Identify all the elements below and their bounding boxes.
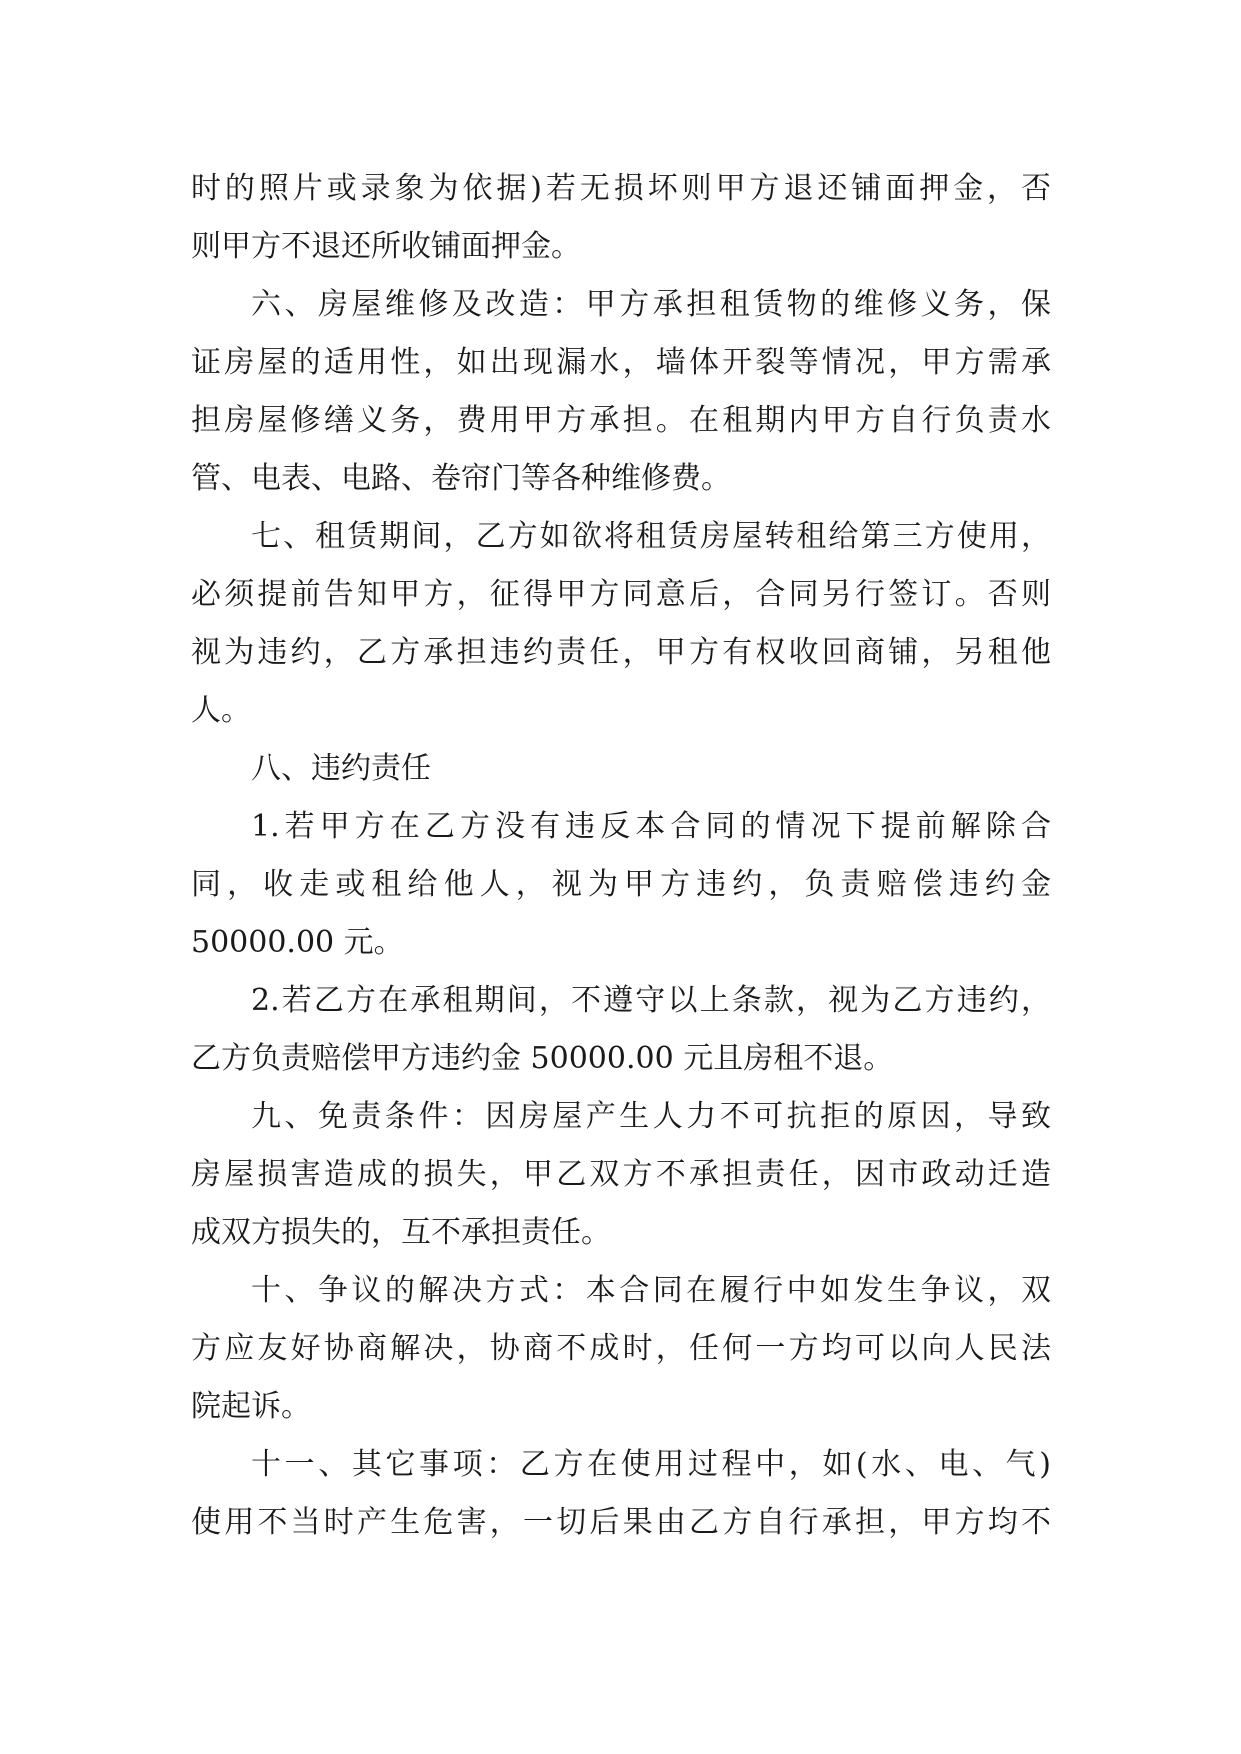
text-line: 同，收走或租给他人，视为甲方违约，负责赔偿违约金	[191, 867, 1051, 902]
text-line: 视为违约，乙方承担违约责任，甲方有权收回商铺，另租他	[191, 635, 1051, 670]
paragraph-heading-line: 六、房屋维修及改造：甲方承担租赁物的维修义务，保	[251, 287, 1051, 322]
text-line: 人。	[191, 693, 251, 728]
text-line: 院起诉。	[191, 1389, 311, 1424]
text-line: 50000.00 元。	[191, 925, 404, 960]
list-item-line: 2.若乙方在承租期间，不遵守以上条款，视为乙方违约，	[251, 983, 1051, 1018]
text-line: 担房屋修缮义务，费用甲方承担。在租期内甲方自行负责水	[191, 403, 1051, 438]
text-line: 时的照片或录象为依据)若无损坏则甲方退还铺面押金，否	[191, 171, 1051, 206]
text-line: 证房屋的适用性，如出现漏水，墙体开裂等情况，甲方需承	[191, 345, 1051, 380]
paragraph-heading-line: 七、租赁期间，乙方如欲将租赁房屋转租给第三方使用，	[251, 519, 1051, 554]
list-item-line: 1.若甲方在乙方没有违反本合同的情况下提前解除合	[251, 809, 1051, 844]
text-line: 成双方损失的，互不承担责任。	[191, 1215, 611, 1250]
text-line: 使用不当时产生危害，一切后果由乙方自行承担，甲方均不	[191, 1505, 1051, 1540]
text-line: 管、电表、电路、卷帘门等各种维修费。	[191, 461, 731, 496]
paragraph-heading-line: 十、争议的解决方式：本合同在履行中如发生争议，双	[251, 1273, 1051, 1308]
text-line: 房屋损害造成的损失，甲乙双方不承担责任，因市政动迁造	[191, 1157, 1051, 1192]
paragraph-heading-line: 十一、其它事项：乙方在使用过程中，如(水、电、气)	[251, 1447, 1051, 1482]
text-line: 则甲方不退还所收铺面押金。	[191, 229, 581, 264]
text-line: 必须提前告知甲方，征得甲方同意后，合同另行签订。否则	[191, 577, 1051, 612]
text-line: 方应友好协商解决，协商不成时，任何一方均可以向人民法	[191, 1331, 1051, 1366]
paragraph-heading-line: 九、免责条件：因房屋产生人力不可抗拒的原因，导致	[251, 1099, 1051, 1134]
text-line: 乙方负责赔偿甲方违约金 50000.00 元且房租不退。	[191, 1041, 894, 1076]
section-heading: 八、违约责任	[251, 751, 431, 786]
